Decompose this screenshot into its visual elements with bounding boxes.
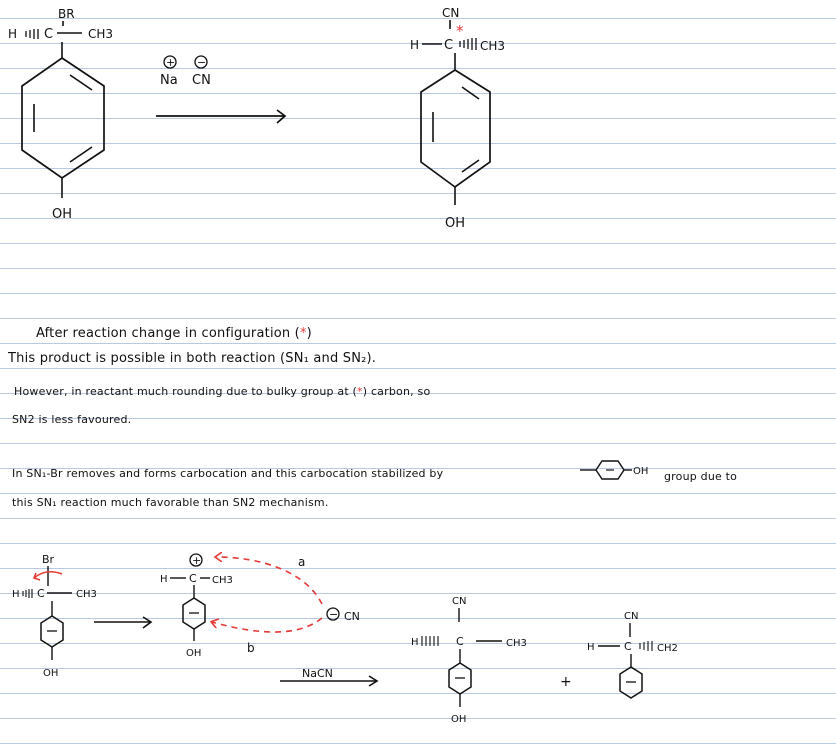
reactant-h-label: H xyxy=(8,27,18,41)
note-line-3 xyxy=(14,385,430,398)
phenol-group-glyph xyxy=(580,461,648,479)
mech-h-label: H xyxy=(12,589,20,600)
note-line-1 xyxy=(36,326,312,341)
attack-arrow-b xyxy=(212,618,322,632)
ring-double-bond xyxy=(462,87,479,99)
phenol-oh-label: OH xyxy=(633,466,649,477)
carbocation-ch3-label: CH3 xyxy=(212,575,233,586)
product-molecule xyxy=(410,6,505,231)
carbocation-plus: + xyxy=(192,554,202,567)
note-text: ) carbon, so xyxy=(362,385,431,398)
hash-wedge-bond xyxy=(422,636,438,646)
mech-carbon: C xyxy=(37,587,45,600)
nucleophile-cn-label: CN xyxy=(344,610,360,623)
note-line-5b: group due to xyxy=(664,470,738,483)
mechanism-product-1 xyxy=(411,596,527,725)
product-ch3-label: CH3 xyxy=(480,39,506,53)
path-label-a: a xyxy=(298,555,306,569)
mechanism-product-2 xyxy=(587,611,678,698)
note-text: After reaction change in configuration ( xyxy=(36,326,300,341)
carbocation-h-label: H xyxy=(160,574,168,585)
reagent-nacn xyxy=(160,56,211,88)
path-label-b: b xyxy=(247,641,255,655)
nacn-reagent-label: NaCN xyxy=(302,667,333,680)
hash-wedge-bond xyxy=(23,589,32,598)
reactant-carbon: C xyxy=(44,27,54,42)
product2-h-label: H xyxy=(587,642,595,653)
product1-h-label: H xyxy=(411,637,419,648)
note-text: However, in reactant much rounding due to bulky group at ( xyxy=(14,385,358,398)
cn-minus-sign: − xyxy=(197,56,207,69)
na-label: Na xyxy=(160,73,178,88)
mech-br-label: Br xyxy=(42,553,55,566)
product-h-label: H xyxy=(410,38,420,52)
plus-sign: + xyxy=(560,674,572,690)
note-line-2: This product is possible in both reaction (SN₁ and SN₂). xyxy=(8,351,377,366)
ring-double-bond xyxy=(70,75,92,90)
carbocation xyxy=(160,554,233,659)
product-cn-label: CN xyxy=(442,6,460,20)
hash-wedge-bond xyxy=(26,29,38,39)
mech-ch3-label: CH3 xyxy=(76,589,97,600)
benzene-ring xyxy=(421,70,490,187)
na-plus-sign: + xyxy=(166,56,176,69)
note-line-6: this SN₁ reaction much favorable than SN2 mechanism. xyxy=(12,496,329,509)
mechanism-reactant xyxy=(12,553,97,679)
cn-label: CN xyxy=(192,73,211,88)
product1-ch3-label: CH3 xyxy=(506,638,527,649)
reactant-br-label: BR xyxy=(58,7,75,21)
product1-carbon: C xyxy=(456,635,464,648)
nucleophile-minus: − xyxy=(329,608,339,621)
mech-oh-label: OH xyxy=(43,668,59,679)
note-text: ) xyxy=(306,326,312,341)
product2-cn-label: CN xyxy=(624,611,639,622)
note-line-4: SN2 is less favoured. xyxy=(12,413,132,426)
product-oh-label: OH xyxy=(445,216,466,231)
reactant-ch3-label: CH3 xyxy=(88,27,114,41)
carbocation-carbon: C xyxy=(189,572,197,585)
product1-oh-label: OH xyxy=(451,714,467,725)
ring-double-bond xyxy=(462,160,479,172)
hash-wedge-bond xyxy=(640,641,652,651)
reactant-oh-label: OH xyxy=(52,207,73,222)
product1-cn-label: CN xyxy=(452,596,467,607)
note-line-5a: In SN₁-Br removes and forms carbocation and this carbocation stabilized by xyxy=(12,467,444,480)
product2-ch2-label: CH2 xyxy=(657,643,678,654)
product-carbon: C xyxy=(444,38,454,53)
note-star: * xyxy=(299,326,307,341)
note-star: * xyxy=(357,385,363,398)
stereocenter-star: * xyxy=(456,22,464,40)
reactant-molecule xyxy=(8,7,113,222)
product2-carbon: C xyxy=(624,640,632,653)
carbocation-oh-label: OH xyxy=(186,648,202,659)
